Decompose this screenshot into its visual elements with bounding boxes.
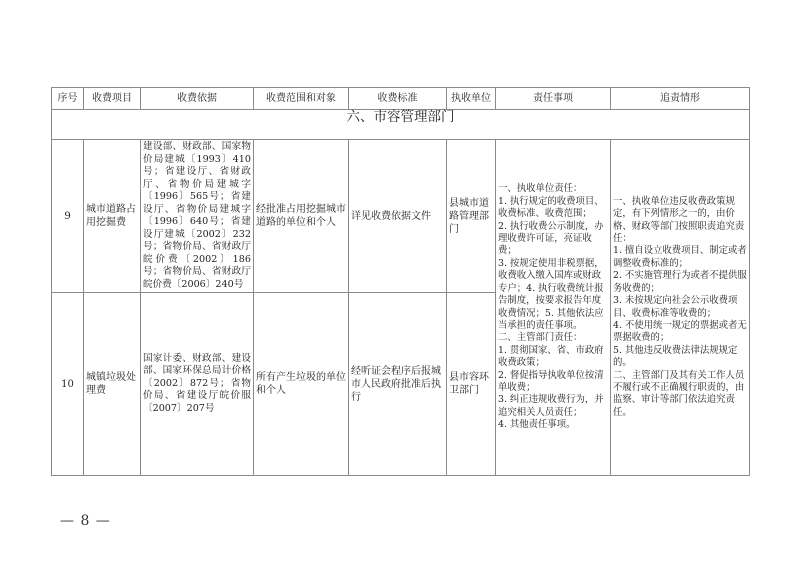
responsibility-line: 4. 其他责任事项。 — [498, 419, 576, 431]
responsibility-line: 3. 纠正违规收费行为，并追究相关人员责任； — [498, 394, 604, 418]
responsibility-line: 3. 按规定使用非税票据，收费收入缴入国库或财政专户；4. 执行收费统计报告制度，按要求报告年度收费情况；5. 其他依法应当承担的责任事项。 — [498, 257, 604, 331]
section-title: 六、市容管理部门 — [52, 110, 750, 140]
header-standard: 收费标准 — [349, 88, 447, 110]
row-no: 9 — [52, 140, 84, 293]
header-row — [52, 88, 750, 110]
header-basis: 收费依据 — [141, 88, 254, 110]
header-scope: 收费范围和对象 — [254, 88, 349, 110]
accountability-line: 一、执收单位违反收费政策规定，有下列情形之一的，由价格、财政等部门按照职责追究责任： — [613, 195, 745, 245]
row-item: 城镇垃圾处理费 — [84, 293, 141, 476]
responsibility-line: 1. 贯彻国家、省、市政府收费政策； — [498, 344, 604, 369]
row-no: 10 — [52, 293, 84, 476]
row-scope: 所有产生垃圾的单位和个人 — [254, 293, 349, 476]
responsibility-line: 1. 执行规定的收费项目、收费标准、收费范围； — [498, 195, 604, 220]
row-standard: 详见收费依据文件 — [349, 140, 447, 293]
row-standard: 经听证会程序后报城市人民政府批准后执行 — [349, 293, 447, 476]
responsibilities-cell — [496, 140, 611, 476]
accountability-line: 1. 擅自设立收费项目、制定或者调整收费标准的； — [613, 245, 747, 269]
header-unit: 执收单位 — [447, 88, 496, 110]
row-scope: 经批准占用挖掘城市道路的单位和个人 — [254, 140, 349, 293]
accountability-line: 2. 不实施管理行为或者不提供服务收费的； — [613, 270, 747, 294]
responsibility-line: 二、主管部门责任： — [498, 332, 583, 344]
row-unit: 县城市道路管理部门 — [447, 140, 496, 293]
accountability-line: 5. 其他违反收费法律法规规定的。 — [613, 344, 738, 369]
accountability-line: 3. 未按规定向社会公示收费项目、收费标准等收费的； — [613, 295, 738, 319]
row-basis: 建设部、财政部、国家物价局建城〔1993〕410号；省建设厅、省财政厅、省物价局建城字〔1996〕565号；省建设厅、省物价局建城字〔1996〕640号；省建设厅建城〔2002〕232号；省物价局、省财政厅皖价费〔2002〕186号；省物价局、省财政厅皖价费〔2006〕240号 — [141, 140, 254, 293]
header-responsibilities: 责任事项 — [496, 88, 611, 110]
accountability-line: 4. 不使用统一规定的票据或者无票据收费的； — [613, 319, 747, 344]
responsibility-line: 2. 督促指导执收单位按清单收费； — [498, 369, 604, 393]
accountability-cell — [611, 140, 750, 476]
section-row — [52, 110, 750, 140]
header-accountability: 追责情形 — [611, 88, 750, 110]
fee-table — [51, 87, 750, 476]
header-item: 收费项目 — [84, 88, 141, 110]
row-unit: 县市容环卫部门 — [447, 293, 496, 476]
responsibility-line: 一、执收单位责任： — [498, 183, 583, 195]
page-number: — 8 — — [60, 513, 111, 529]
accountability-line: 二、主管部门及其有关工作人员不履行或不正确履行职责的，由监察、审计等部门依法追究责任。 — [613, 369, 745, 418]
row-basis: 国家计委、财政部、建设部、国家环保总局计价格〔2002〕872号；省物价局、省建设厅皖价服〔2007〕207号 — [141, 293, 254, 476]
header-no: 序号 — [52, 88, 84, 110]
table-row — [52, 140, 750, 293]
row-item: 城市道路占用挖掘费 — [84, 140, 141, 293]
responsibility-line: 2. 执行收费公示制度，办理收费许可证，亮证收费； — [498, 220, 604, 257]
